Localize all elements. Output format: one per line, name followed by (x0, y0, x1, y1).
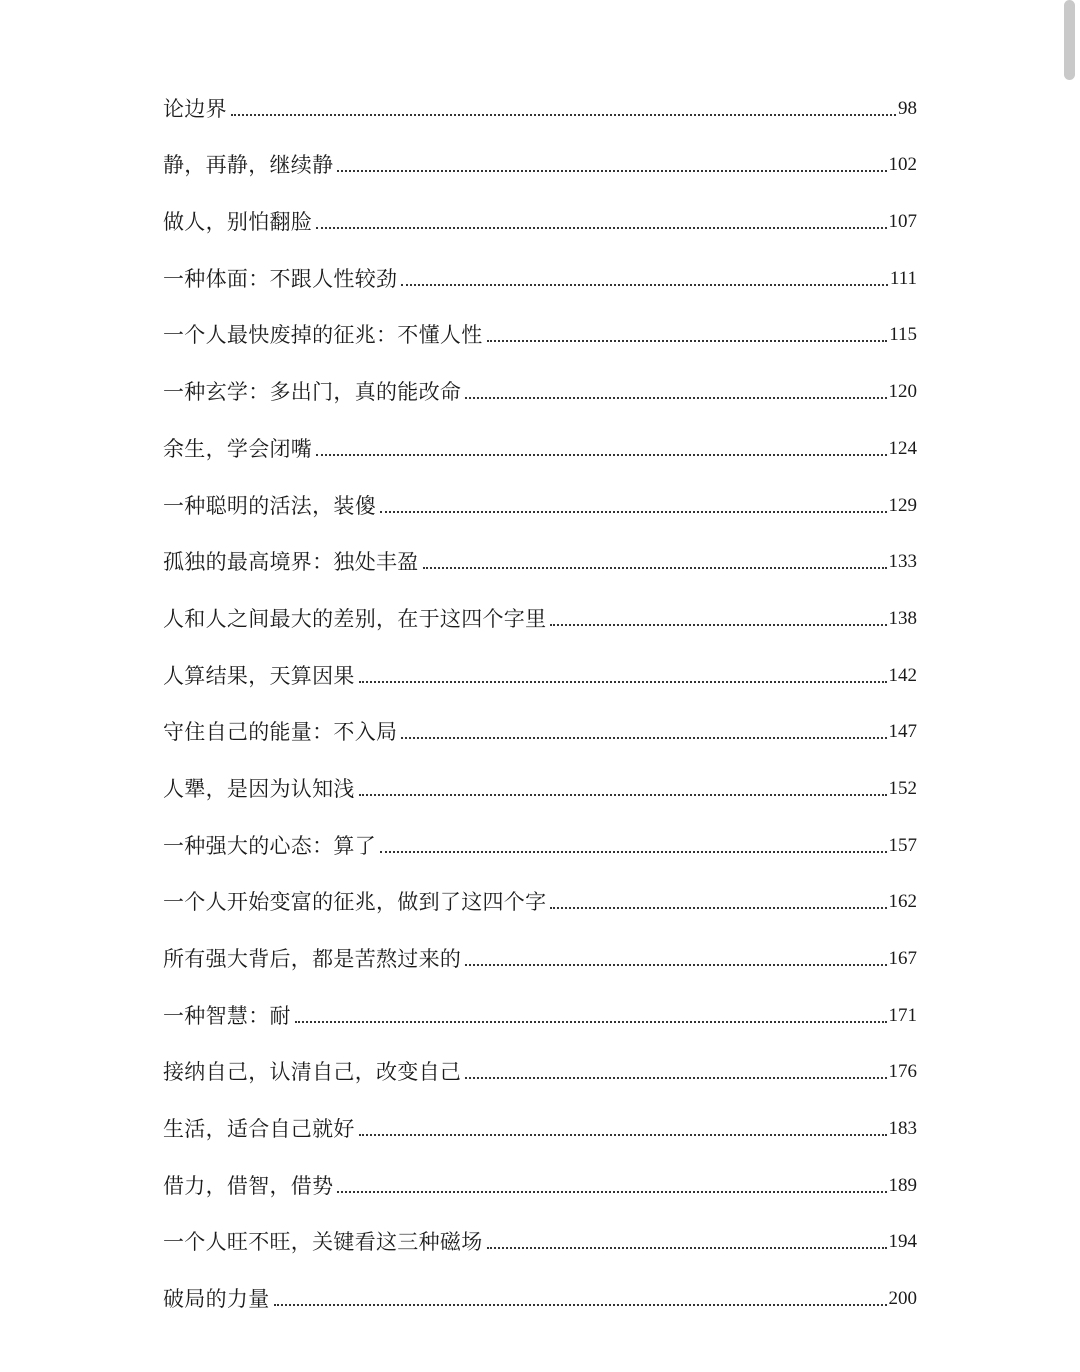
toc-entry-title: 一种智慧：耐 (163, 1003, 291, 1028)
dot-leader (359, 681, 887, 683)
toc-entry-title: 余生，学会闭嘴 (163, 436, 313, 461)
toc-entry-page: 98 (898, 97, 917, 119)
toc-entry[interactable] (163, 305, 917, 362)
toc-entry[interactable] (163, 758, 917, 815)
dot-leader (423, 567, 887, 569)
dot-leader (337, 1191, 886, 1193)
scrollbar-thumb[interactable] (1064, 0, 1075, 80)
dot-leader (487, 1247, 887, 1249)
dot-leader (359, 1134, 887, 1136)
toc-entry[interactable] (163, 815, 917, 872)
toc-entry-page: 102 (888, 154, 917, 176)
dot-leader (465, 1077, 886, 1079)
toc-entry-title: 孤独的最高境界：独处丰盈 (163, 550, 419, 575)
toc-entry-title: 一个人开始变富的征兆，做到了这四个字 (163, 890, 547, 915)
toc-entry[interactable] (163, 928, 917, 985)
toc-entry-title: 借力，借智，借势 (163, 1173, 334, 1198)
toc-entry-title: 一种体面：不跟人性较劲 (163, 266, 398, 291)
toc-entry[interactable] (163, 418, 917, 475)
toc-entry-page: 183 (888, 1118, 917, 1140)
toc-entry-title: 一种玄学：多出门，真的能改命 (163, 380, 462, 405)
toc-entry-title: 人犟，是因为认知浅 (163, 776, 355, 801)
dot-leader (359, 794, 887, 796)
toc-entry-title: 做人，别怕翻脸 (163, 210, 313, 235)
toc-entry-title: 人算结果，天算因果 (163, 663, 355, 688)
toc-entry[interactable] (163, 78, 917, 135)
dot-leader (380, 511, 887, 513)
toc-entry[interactable] (163, 702, 917, 759)
toc-entry-title: 守住自己的能量：不入局 (163, 720, 398, 745)
dot-leader (295, 1021, 887, 1023)
toc-entry[interactable] (163, 985, 917, 1042)
toc-entry-page: 200 (888, 1288, 917, 1310)
toc-entry-title: 接纳自己，认清自己，改变自己 (163, 1060, 462, 1085)
dot-leader (465, 397, 886, 399)
toc-entry[interactable] (163, 361, 917, 418)
toc-entry[interactable] (163, 1042, 917, 1099)
toc-entry-page: 107 (888, 211, 917, 233)
toc-entry-page: 115 (889, 324, 917, 346)
dot-leader (380, 851, 887, 853)
toc-entry[interactable] (163, 191, 917, 248)
dot-leader (401, 284, 888, 286)
dot-leader (274, 1304, 887, 1306)
toc-entry-page: 133 (888, 551, 917, 573)
toc-entry-page: 129 (888, 494, 917, 516)
toc-entry-title: 一种强大的心态：算了 (163, 833, 376, 858)
toc-entry[interactable] (163, 1212, 917, 1269)
toc-entry-page: 162 (888, 891, 917, 913)
toc-entry[interactable] (163, 1155, 917, 1212)
toc-entry-page: 142 (888, 664, 917, 686)
dot-leader (465, 964, 886, 966)
dot-leader (337, 170, 886, 172)
toc-entry[interactable] (163, 1098, 917, 1155)
table-of-contents (163, 78, 917, 1325)
toc-entry[interactable] (163, 248, 917, 305)
dot-leader (231, 114, 896, 116)
toc-entry-page: 176 (888, 1061, 917, 1083)
toc-entry-page: 152 (888, 777, 917, 799)
toc-entry-title: 一种聪明的活法，装傻 (163, 493, 376, 518)
toc-entry[interactable] (163, 532, 917, 589)
dot-leader (550, 624, 886, 626)
toc-entry-page: 138 (888, 607, 917, 629)
toc-entry[interactable] (163, 645, 917, 702)
toc-entry-page: 120 (888, 381, 917, 403)
toc-entry-title: 一个人最快废掉的征兆：不懂人性 (163, 323, 483, 348)
toc-entry-title: 论边界 (163, 96, 227, 121)
dot-leader (316, 454, 886, 456)
vertical-scrollbar[interactable] (1058, 0, 1080, 1372)
toc-entry-page: 124 (888, 437, 917, 459)
toc-entry[interactable] (163, 872, 917, 929)
toc-entry[interactable] (163, 1268, 917, 1325)
toc-entry[interactable] (163, 588, 917, 645)
toc-entry-title: 所有强大背后，都是苦熬过来的 (163, 947, 462, 971)
toc-entry-page: 189 (888, 1174, 917, 1196)
dot-leader (550, 907, 886, 909)
toc-entry-title: 生活，适合自己就好 (163, 1117, 355, 1142)
toc-entry-page: 167 (888, 948, 917, 969)
toc-entry-page: 111 (889, 267, 917, 289)
toc-entry-title: 一个人旺不旺，关键看这三种磁场 (163, 1230, 483, 1255)
toc-entry-page: 194 (888, 1231, 917, 1253)
toc-entry-title: 破局的力量 (163, 1287, 270, 1312)
toc-entry-page: 157 (888, 834, 917, 856)
dot-leader (401, 737, 886, 739)
toc-entry-title: 人和人之间最大的差别，在于这四个字里 (163, 606, 547, 631)
toc-entry[interactable] (163, 135, 917, 192)
toc-entry-page: 147 (888, 721, 917, 743)
dot-leader (487, 340, 888, 342)
toc-entry-page: 171 (888, 1004, 917, 1026)
toc-entry[interactable] (163, 475, 917, 532)
toc-entry-title: 静，再静，继续静 (163, 153, 334, 178)
dot-leader (316, 227, 886, 229)
